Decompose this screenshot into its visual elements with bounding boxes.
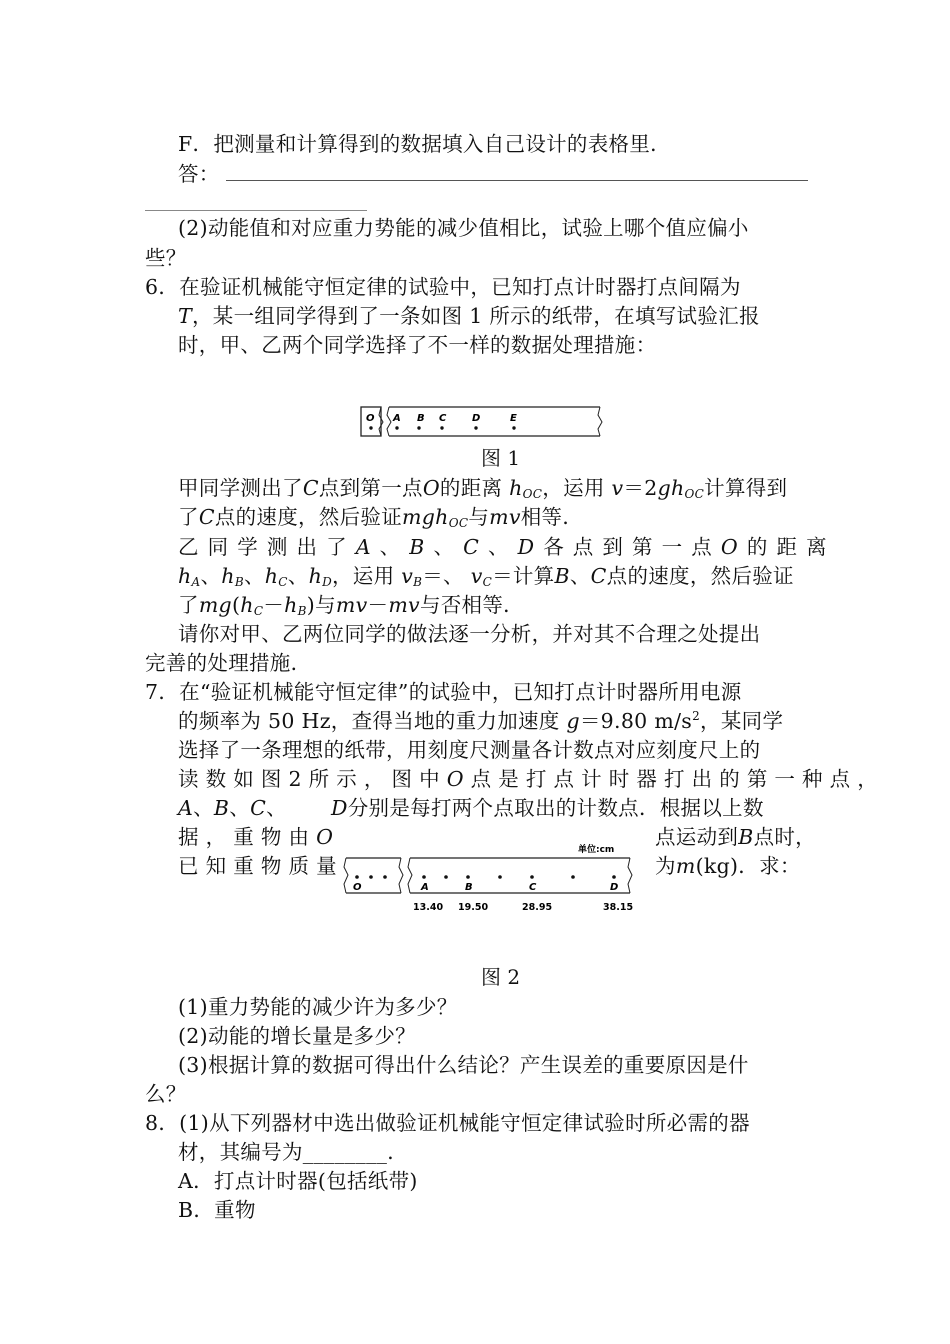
fig2-dot-d — [612, 875, 616, 879]
text-line: 请你对甲、乙两位同学的做法逐一分析，并对其不合理之处提出 — [178, 622, 761, 646]
question-7-line: D分别是每打两个点取出的计数点．根据以上数 — [331, 796, 764, 820]
text-line: 么？ — [145, 1082, 187, 1106]
fig1-label-d: D — [472, 413, 481, 424]
question-7-line: 已 知 重 物 质 量 — [178, 854, 337, 878]
fig2-dot — [444, 875, 448, 879]
question-7-line: 选择了一条理想的纸带，用刻度尺测量各计数点对应刻度尺上的 — [178, 738, 761, 762]
fig2-label-b: B — [465, 882, 473, 893]
fig2-reading-b: 19.50 — [458, 902, 489, 913]
text-line: 完善的处理措施． — [145, 651, 312, 675]
figure-2-paper-tape — [340, 840, 640, 918]
fig2-dot — [571, 875, 575, 879]
fig1-label-c: C — [439, 413, 447, 424]
text-line: $h_A$、$h_B$、$h_C$、$h_D$，运用 $v_B=$、 $v_C=$计算B、C点的速度，然后验证 — [178, 564, 794, 589]
text-line: 了$mg(h_C-h_B)$与mv－mv与否相等． — [178, 593, 524, 618]
figure-1-caption: 图 1 — [481, 446, 521, 470]
fig2-label-d: D — [610, 882, 619, 893]
fig2-dot — [369, 875, 373, 879]
text-line: 乙 同 学 测 出 了 A 、 B 、 C 、 D 各 点 到 第 一 点 O 的 距 离 — [178, 535, 827, 559]
text-line: 了C点的速度，然后验证mgh$_{OC}$与mv相等． — [178, 505, 584, 530]
question-7-line: 7．在“验证机械能守恒定律”的试验中，已知打点计时器所用电源 — [145, 680, 742, 704]
question-7-line: 据 ， 重 物 由 O — [178, 825, 334, 849]
figure-1-paper-tape — [358, 405, 606, 439]
fig1-dot-e — [512, 426, 515, 429]
fig2-reading-c: 28.95 — [522, 902, 553, 913]
fig2-dot — [383, 875, 387, 879]
question-6-line: 6．在验证机械能守恒定律的试验中，已知打点计时器打点间隔为 — [145, 275, 741, 299]
question-6-line: 时，甲、乙两个同学选择了不一样的数据处理措施： — [178, 333, 657, 357]
text-line: 些？ — [145, 246, 187, 270]
text-line: (1)重力势能的减少许为多少？ — [178, 995, 458, 1019]
question-6-line: T，某一组同学得到了一条如图 1 所示的纸带，在填写试验汇报 — [178, 304, 760, 328]
text-line: 甲同学测出了C点到第一点O的距离 $h_{OC}$，运用 $v=2gh_{OC}$计算得到 — [178, 476, 788, 501]
question-7-line: 点运动到B点时， — [655, 825, 816, 849]
fig2-dot-c — [530, 875, 534, 879]
question-7-line: 读 数 如 图 2 所 示 ， 图 中 O 点 是 打 点 计 时 器 打 出 的 第 一 种 点 ， — [178, 767, 879, 791]
fig1-dot-b — [417, 426, 420, 429]
answer-blank — [226, 180, 808, 181]
figure-2-caption: 图 2 — [481, 965, 521, 989]
fig2-reading-d: 38.15 — [603, 902, 634, 913]
fig1-label-o: O — [366, 413, 375, 424]
fig1-dot-d — [474, 426, 477, 429]
text-line: (3)根据计算的数据可得出什么结论？产生误差的重要原因是什 — [178, 1053, 749, 1077]
question-7-line: A、B、C、 — [178, 796, 287, 820]
fig2-reading-a: 13.40 — [413, 902, 444, 913]
fig2-dot — [498, 875, 502, 879]
fig1-label-e: E — [510, 413, 517, 424]
text-line: 答： — [178, 162, 220, 186]
fig2-label-c: C — [529, 882, 537, 893]
fig1-dot-o — [369, 426, 372, 429]
fig2-dot-b — [466, 875, 470, 879]
fig1-dot-a — [395, 426, 398, 429]
fig2-label-o: O — [353, 882, 362, 893]
option-b: B．重物 — [178, 1198, 256, 1222]
fig1-label-b: B — [417, 413, 425, 424]
fig2-dot-o — [355, 875, 359, 879]
text-line: F．把测量和计算得到的数据填入自己设计的表格里． — [178, 132, 671, 156]
answer-blank — [145, 210, 367, 211]
fig2-unit-label: 单位:cm — [578, 845, 615, 855]
fig2-dot-a — [422, 875, 426, 879]
question-7-line: 为m(kg)．求： — [655, 854, 801, 878]
fig1-label-a: A — [393, 413, 401, 424]
question-7-line: 的频率为 50 Hz，查得当地的重力加速度 g＝9.80 $m/s^2$，某同学 — [178, 709, 784, 733]
question-8-line: 材，其编号为________． — [178, 1140, 408, 1164]
text-line: (2)动能的增长量是多少？ — [178, 1024, 416, 1048]
text-line: (2)动能值和对应重力势能的减少值相比，试验上哪个值应偏小 — [178, 216, 749, 240]
question-8-line: 8．(1)从下列器材中选出做验证机械能守恒定律试验时所必需的器 — [145, 1111, 750, 1135]
fig1-dot-c — [440, 426, 443, 429]
fig2-label-a: A — [421, 882, 429, 893]
option-a: A．打点计时器(包括纸带) — [178, 1169, 418, 1193]
